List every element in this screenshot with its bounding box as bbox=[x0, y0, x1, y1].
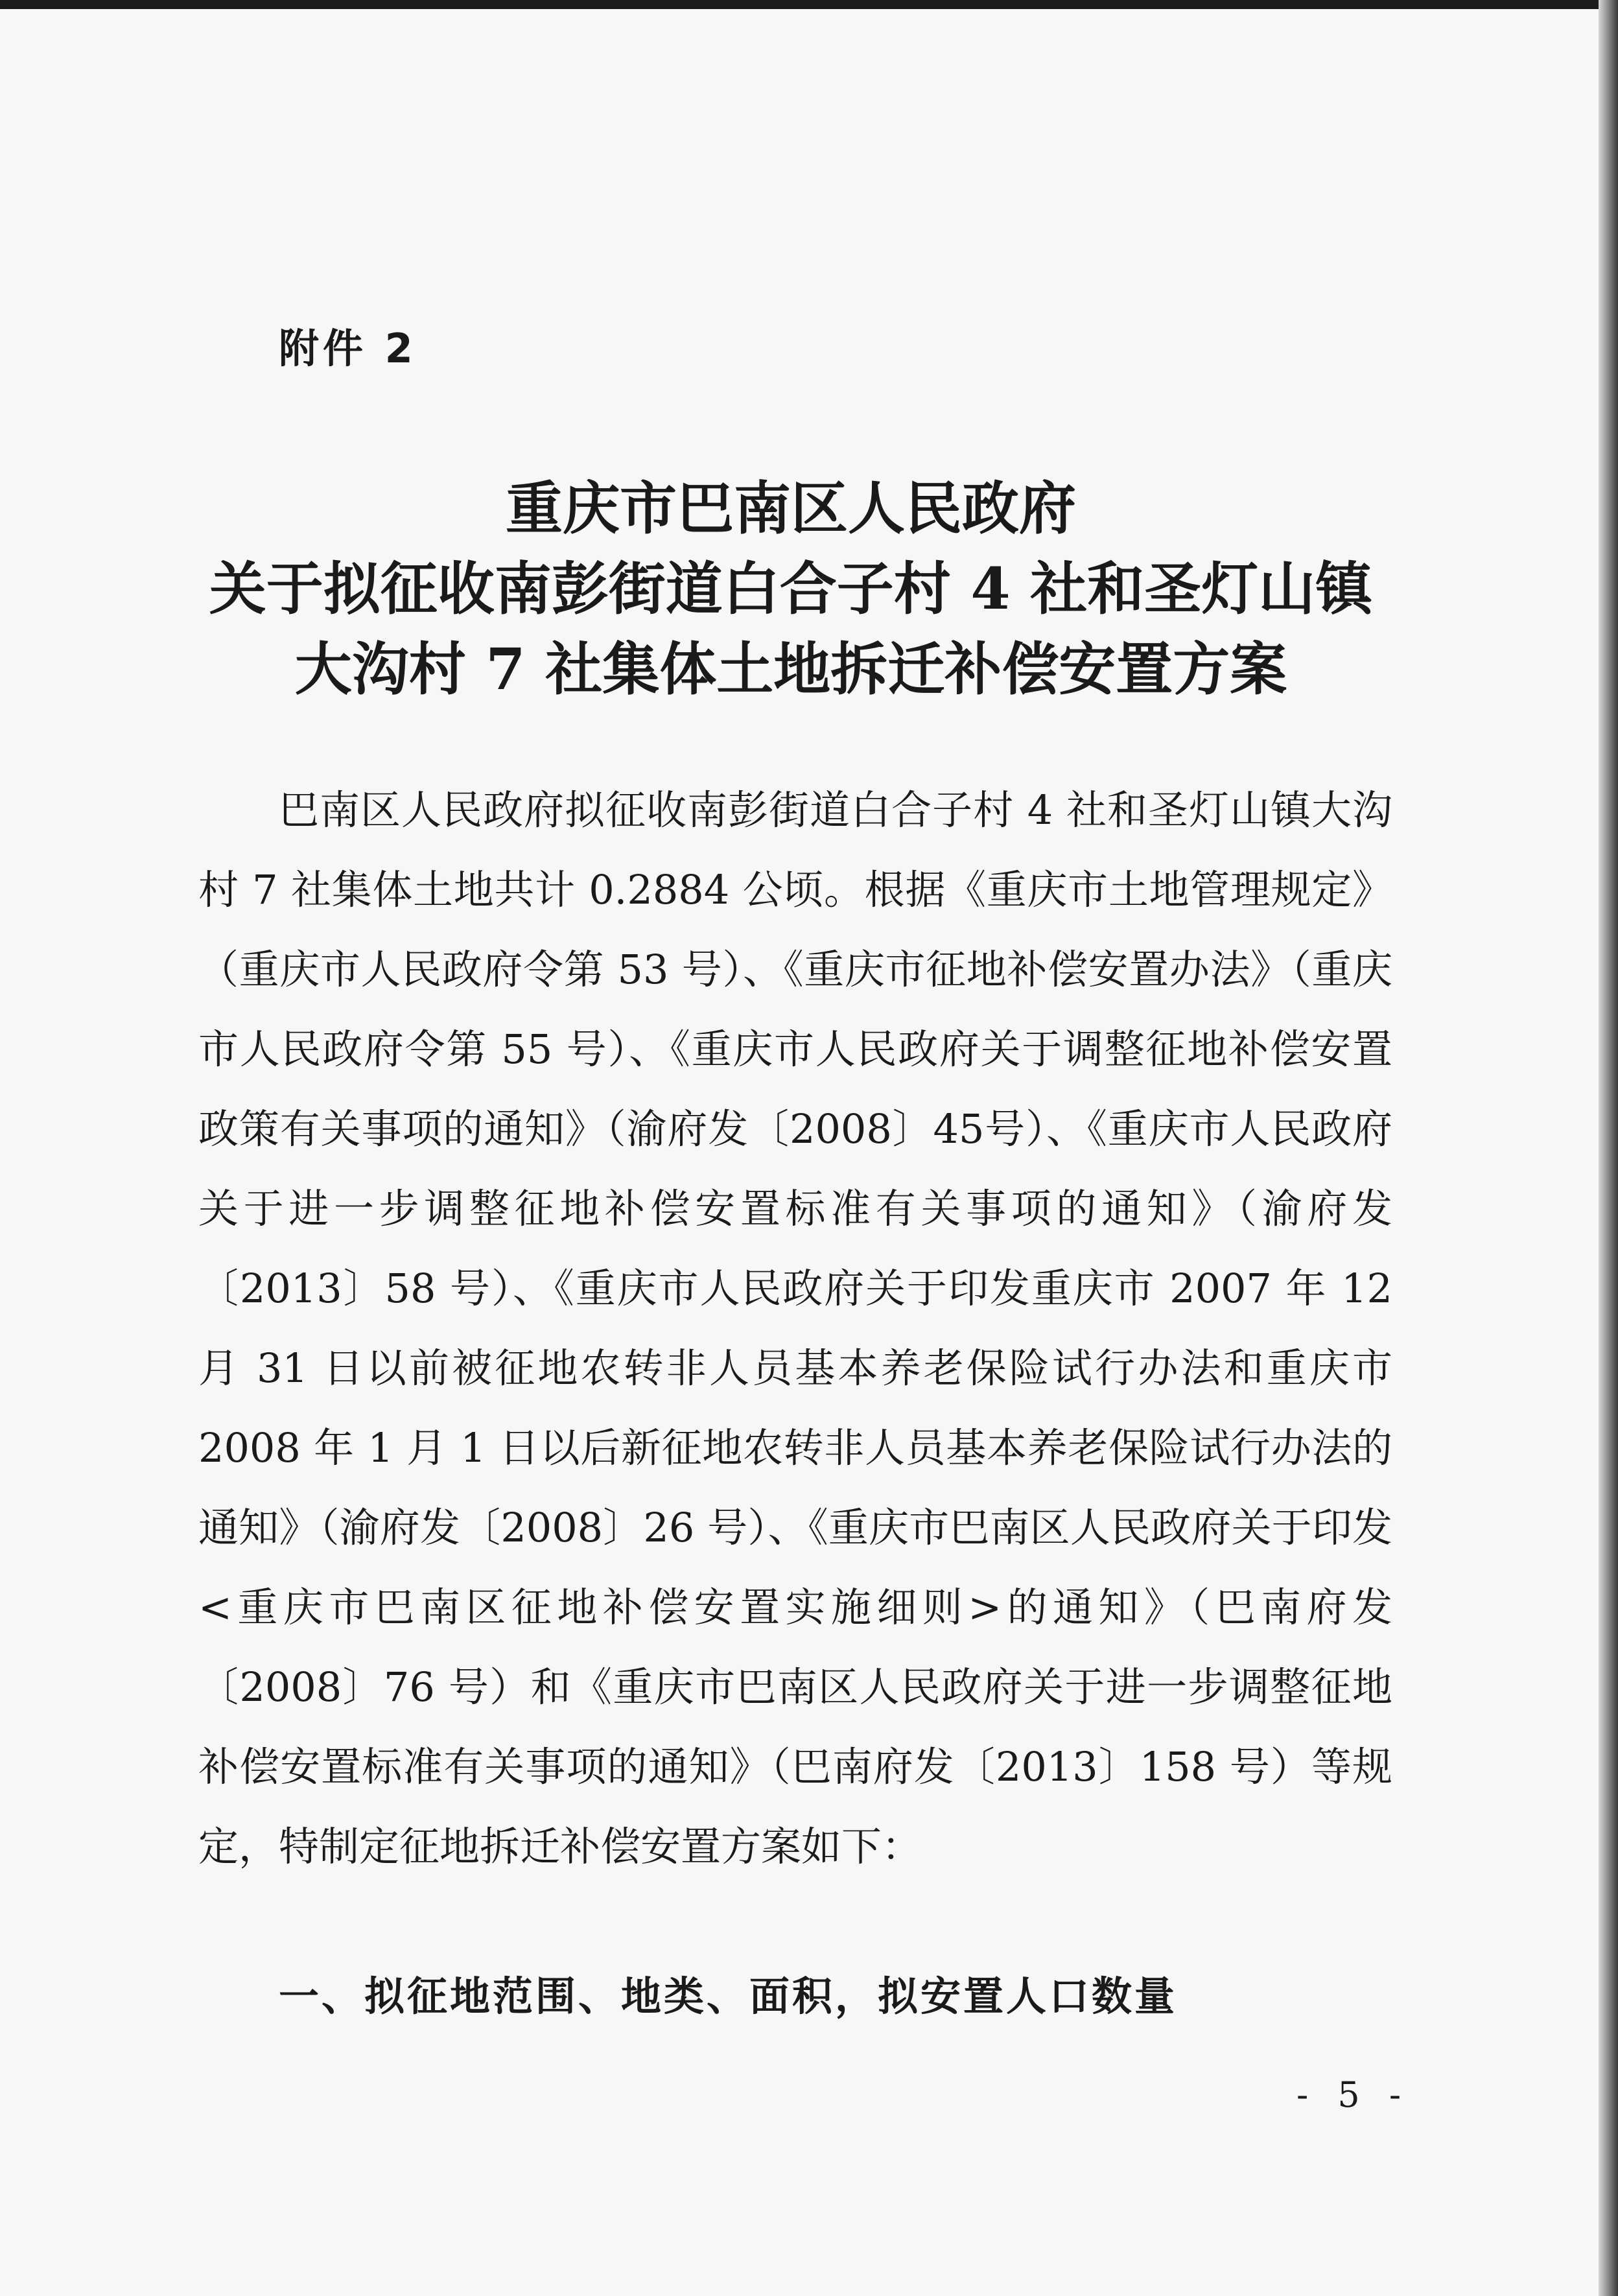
section-heading-1: 一、拟征地范围、地类、面积，拟安置人口数量 bbox=[279, 1973, 1178, 2020]
document-body bbox=[198, 770, 1392, 1886]
page-number: - 5 - bbox=[1296, 2074, 1411, 2115]
scan-right-edge bbox=[1599, 0, 1618, 2296]
title-line-3: 大沟村 7 社集体土地拆迁补偿安置方案 bbox=[294, 635, 1287, 703]
attachment-label: 附件 2 bbox=[279, 325, 417, 372]
body-paragraph: 巴南区人民政府拟征收南彭街道白合子村 4 社和圣灯山镇大沟村 7 社集体土地共计 0.2884 公顷。根据《重庆市土地管理规定》（重庆市人民政府令第 53 号）、《重庆市征地补偿安置办法》（重庆市人民政府令第 55 号）、《重庆市人民政府关于调整征地补偿安置政策有关事项的通知》（渝府发〔2008〕45号）、《重庆市人民政府关于进一步调整征地补偿安置标准有关事项的通知》（渝府发〔2013〕58 号）、《重庆市人民政府关于印发重庆市 2007 年 12 月 31 日以前被征地农转非人员基本养老保险试行办法和重庆市 2008 年 1 月 1 日以后新征地农转非人员基本养老保险试行办法的通知》（渝府发〔2008〕26 号）、《重庆市巴南区人民政府关于印发<重庆市巴南区征地补偿安置实施细则>的通知》（巴南府发〔2008〕76 号）和《重庆市巴南区人民政府关于进一步调整征地补偿安置标准有关事项的通知》（巴南府发〔2013〕158 号）等规定，特制定征地拆迁补偿安置方案如下： bbox=[198, 786, 1392, 1870]
title-line-2: 关于拟征收南彭街道白合子村 4 社和圣灯山镇 bbox=[209, 555, 1373, 622]
document-title bbox=[130, 468, 1452, 709]
scan-top-edge bbox=[0, 0, 1618, 9]
title-line-1: 重庆市巴南区人民政府 bbox=[505, 474, 1076, 542]
